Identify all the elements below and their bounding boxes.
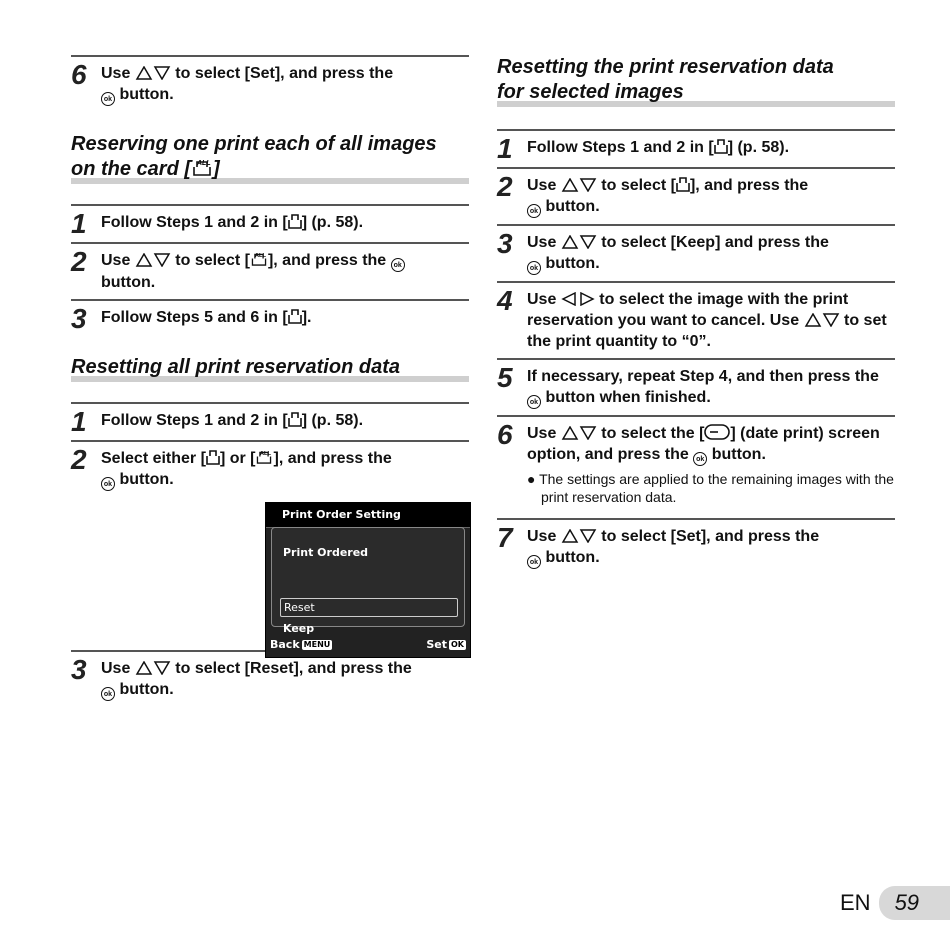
print-icon <box>288 214 302 229</box>
step-3: 3 Follow Steps 5 and 6 in [ ]. <box>71 299 469 337</box>
right-column <box>497 55 895 575</box>
section-reset-selected <box>497 55 895 107</box>
print-icon <box>206 450 220 465</box>
step-1: 1 Follow Steps 1 and 2 in [ ] (p. 58). <box>497 129 895 167</box>
step-7: 7 Use to select [Set], and press the ok button. <box>497 518 895 575</box>
step-1: 1 Follow Steps 1 and 2 in [ ] (p. 58). <box>71 402 469 440</box>
svg-text:ALL: ALL <box>260 450 272 457</box>
ok-button-icon: ok <box>101 92 115 106</box>
step-number: 5 <box>497 362 513 393</box>
step-2: 2 Use to select [ ], and press the ok button. <box>497 167 895 224</box>
left-right-triangle-icon <box>561 292 595 306</box>
screen-body <box>271 527 465 635</box>
svg-text:ALL: ALL <box>254 252 266 259</box>
step-number: 4 <box>497 285 513 316</box>
up-down-triangle-icon <box>561 178 597 192</box>
step-number: 1 <box>71 406 87 437</box>
ok-key-icon: OK <box>451 640 464 649</box>
option-keep[interactable]: Keep <box>283 622 315 635</box>
step-5: 5 If necessary, repeat Step 4, and then press the ok button when finished. <box>497 358 895 415</box>
step-2: 2 Select either [ ] or [ ALL ], and press the ok button. Print Order Setting Print Ordered Reset Keep Back MENU Set OK <box>71 440 469 650</box>
print-icon <box>676 177 690 192</box>
option-reset[interactable]: Reset <box>280 598 458 617</box>
up-down-triangle-icon <box>561 529 597 543</box>
print-icon <box>288 412 302 427</box>
step-3: 3 Use to select [Reset], and press the ok button. <box>71 650 469 707</box>
step-6: 6 Use to select the [ ] (date print) screen option, and press the ok button. ● The settings are applied to the remaining images with the print reservation data. <box>497 415 895 512</box>
step-6-set: 6 Use to select [Set], and press the ok button. <box>71 55 469 112</box>
screen-status: Print Ordered <box>283 546 369 559</box>
print-all-icon <box>191 157 213 177</box>
section-title: Resetting the print reservation data for selected images <box>497 56 834 103</box>
ok-button-icon: ok <box>101 687 115 701</box>
menu-key-icon: MENU <box>303 640 331 649</box>
page-number <box>840 886 950 920</box>
print-icon <box>714 139 728 154</box>
date-print-icon <box>704 424 730 440</box>
step-number: 1 <box>497 133 513 164</box>
step-2: 2 Use to select [ ALL ], and press the ok button. <box>71 242 469 299</box>
ok-button-icon: ok <box>693 452 707 466</box>
svg-text:ALL: ALL <box>197 160 211 167</box>
ok-button-icon: ok <box>391 258 405 272</box>
step-number: 1 <box>71 208 87 239</box>
ok-button-icon: ok <box>527 261 541 275</box>
section-reserve-all <box>71 132 469 184</box>
step-4: 4 Use to select the image with the print reservation you want to cancel. Use to set the print quantity to “0”. <box>497 281 895 358</box>
ok-button-icon: ok <box>101 477 115 491</box>
up-down-triangle-icon <box>135 66 171 80</box>
step-1: 1 Follow Steps 1 and 2 in [ ] (p. 58). <box>71 204 469 242</box>
up-down-triangle-icon <box>135 661 171 675</box>
ok-button-icon: ok <box>527 395 541 409</box>
step-3: 3 Use to select [Keep] and press the ok button. <box>497 224 895 281</box>
step-number: 7 <box>497 522 513 553</box>
page-number-pill: 59 <box>879 886 950 920</box>
section-title: Resetting all print reservation data <box>71 356 400 378</box>
set-hint: Set OK <box>426 638 464 651</box>
note-bullet: ● The settings are applied to the remaining images with the print reservation data. <box>527 471 894 505</box>
step-number: 2 <box>497 171 513 202</box>
step-number: 2 <box>71 444 87 475</box>
print-all-icon <box>250 250 268 267</box>
screen-footer <box>270 636 466 654</box>
language-label: EN <box>840 890 871 915</box>
print-all-icon <box>255 448 273 465</box>
step-number: 3 <box>71 303 87 334</box>
up-down-triangle-icon <box>135 253 171 267</box>
print-icon <box>288 309 302 324</box>
ok-button-icon: ok <box>527 555 541 569</box>
back-hint: Back MENU <box>270 638 331 651</box>
step-number: 6 <box>71 59 87 90</box>
section-reset-all <box>71 355 469 382</box>
up-down-triangle-icon <box>561 426 597 440</box>
up-down-triangle-icon <box>561 235 597 249</box>
left-column <box>71 55 469 707</box>
screen-header: Print Order Setting <box>266 503 470 528</box>
section-title: Reserving one print each of all images on the card [ ALL ] <box>71 133 437 180</box>
camera-screen <box>265 502 471 658</box>
step-number: 3 <box>71 654 87 685</box>
ok-button-icon: ok <box>527 204 541 218</box>
step-number: 2 <box>71 246 87 277</box>
up-down-triangle-icon <box>804 313 840 327</box>
step-number: 6 <box>497 419 513 450</box>
step-number: 3 <box>497 228 513 259</box>
